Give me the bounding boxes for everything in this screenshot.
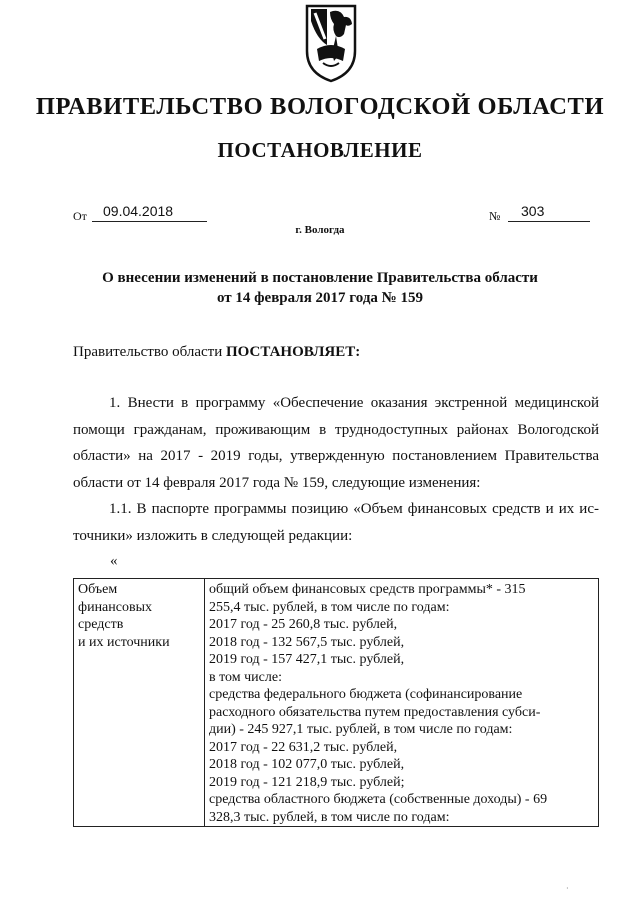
paragraph-line: 1. Внести в программу «Обеспечение оказания экстренной медицинской xyxy=(109,395,599,411)
paragraph-line: области от 14 февраля 2017 года № 159, следующие изменения: xyxy=(73,474,481,491)
value-line: 2019 год - 121 218,9 тыс. рублей; xyxy=(209,774,405,790)
value-line: 2017 год - 25 260,8 тыс. рублей, xyxy=(209,617,398,632)
number-prefix: № xyxy=(489,209,501,223)
value-line: 2018 год - 102 077,0 тыс. рублей, xyxy=(209,757,405,772)
label-line: и их источники xyxy=(78,634,170,650)
value-line: средства федерального бюджета (софинансирование xyxy=(209,687,523,702)
value-line: 2019 год - 157 427,1 тыс. рублей, xyxy=(209,652,405,667)
paragraph-1-1 xyxy=(73,496,599,549)
value-line: общий объем финансовых средств программы* - 315 xyxy=(209,582,526,597)
document-date: 09.04.2018 xyxy=(103,203,174,219)
paragraph-line: помощи гражданам, проживающим в труднодоступных районах Вологодской xyxy=(73,421,599,438)
date-prefix: От xyxy=(73,209,87,223)
subject-line: О внесении изменений в постановление Правительства области xyxy=(102,270,538,286)
document-subject xyxy=(0,268,640,308)
paragraph-line: 1.1. В паспорте программы позицию «Объем финансовых средств и их ис- xyxy=(109,501,599,517)
paragraph-line: точники» изложить в следующей редакции: xyxy=(73,527,353,544)
preamble-text: Правительство области xyxy=(73,344,226,360)
open-quote: « xyxy=(110,553,118,569)
table-row xyxy=(74,579,599,827)
label-line: финансовых xyxy=(78,599,152,615)
document-type: ПОСТАНОВЛЕНИЕ xyxy=(217,138,423,162)
value-line: средства областного бюджета (собственные доходы) - 69 xyxy=(209,792,548,807)
date-underline xyxy=(92,220,207,222)
value-line: 2017 год - 22 631,2 тыс. рублей, xyxy=(209,739,398,755)
value-line: 328,3 тыс. рублей, в том числе по годам: xyxy=(209,809,450,825)
value-line: 2018 год - 132 567,5 тыс. рублей, xyxy=(209,634,405,650)
label-line: средств xyxy=(78,617,124,632)
value-line: в том числе: xyxy=(209,669,282,685)
value-line: дии) - 245 927,1 тыс. рублей, в том числе по годам: xyxy=(209,722,513,737)
government-title: ПРАВИТЕЛЬСТВО ВОЛОГОДСКОЙ ОБЛАСТИ xyxy=(35,93,605,120)
preamble xyxy=(73,339,360,366)
subject-line: от 14 февраля 2017 года № 159 xyxy=(217,290,423,306)
value-line: расходного обязательства путем предоставления субси- xyxy=(209,704,541,720)
table-cell-value xyxy=(205,579,599,827)
passport-table xyxy=(73,578,599,827)
paragraph-line: области» на 2017 - 2019 годы, утвержденную постановлением Правительства xyxy=(73,448,599,464)
preamble-decree: ПОСТАНОВЛЯЕТ: xyxy=(225,344,361,360)
value-line: 255,4 тыс. рублей, в том числе по годам: xyxy=(209,599,450,615)
table-cell-label xyxy=(74,579,205,827)
page-mark: · xyxy=(566,884,569,893)
document-number: 303 xyxy=(521,203,545,219)
label-line: Объем xyxy=(78,582,118,597)
coat-of-arms-icon xyxy=(303,3,359,83)
paragraph-1 xyxy=(73,390,599,496)
city: г. Вологда xyxy=(295,224,345,236)
number-underline xyxy=(508,220,590,222)
